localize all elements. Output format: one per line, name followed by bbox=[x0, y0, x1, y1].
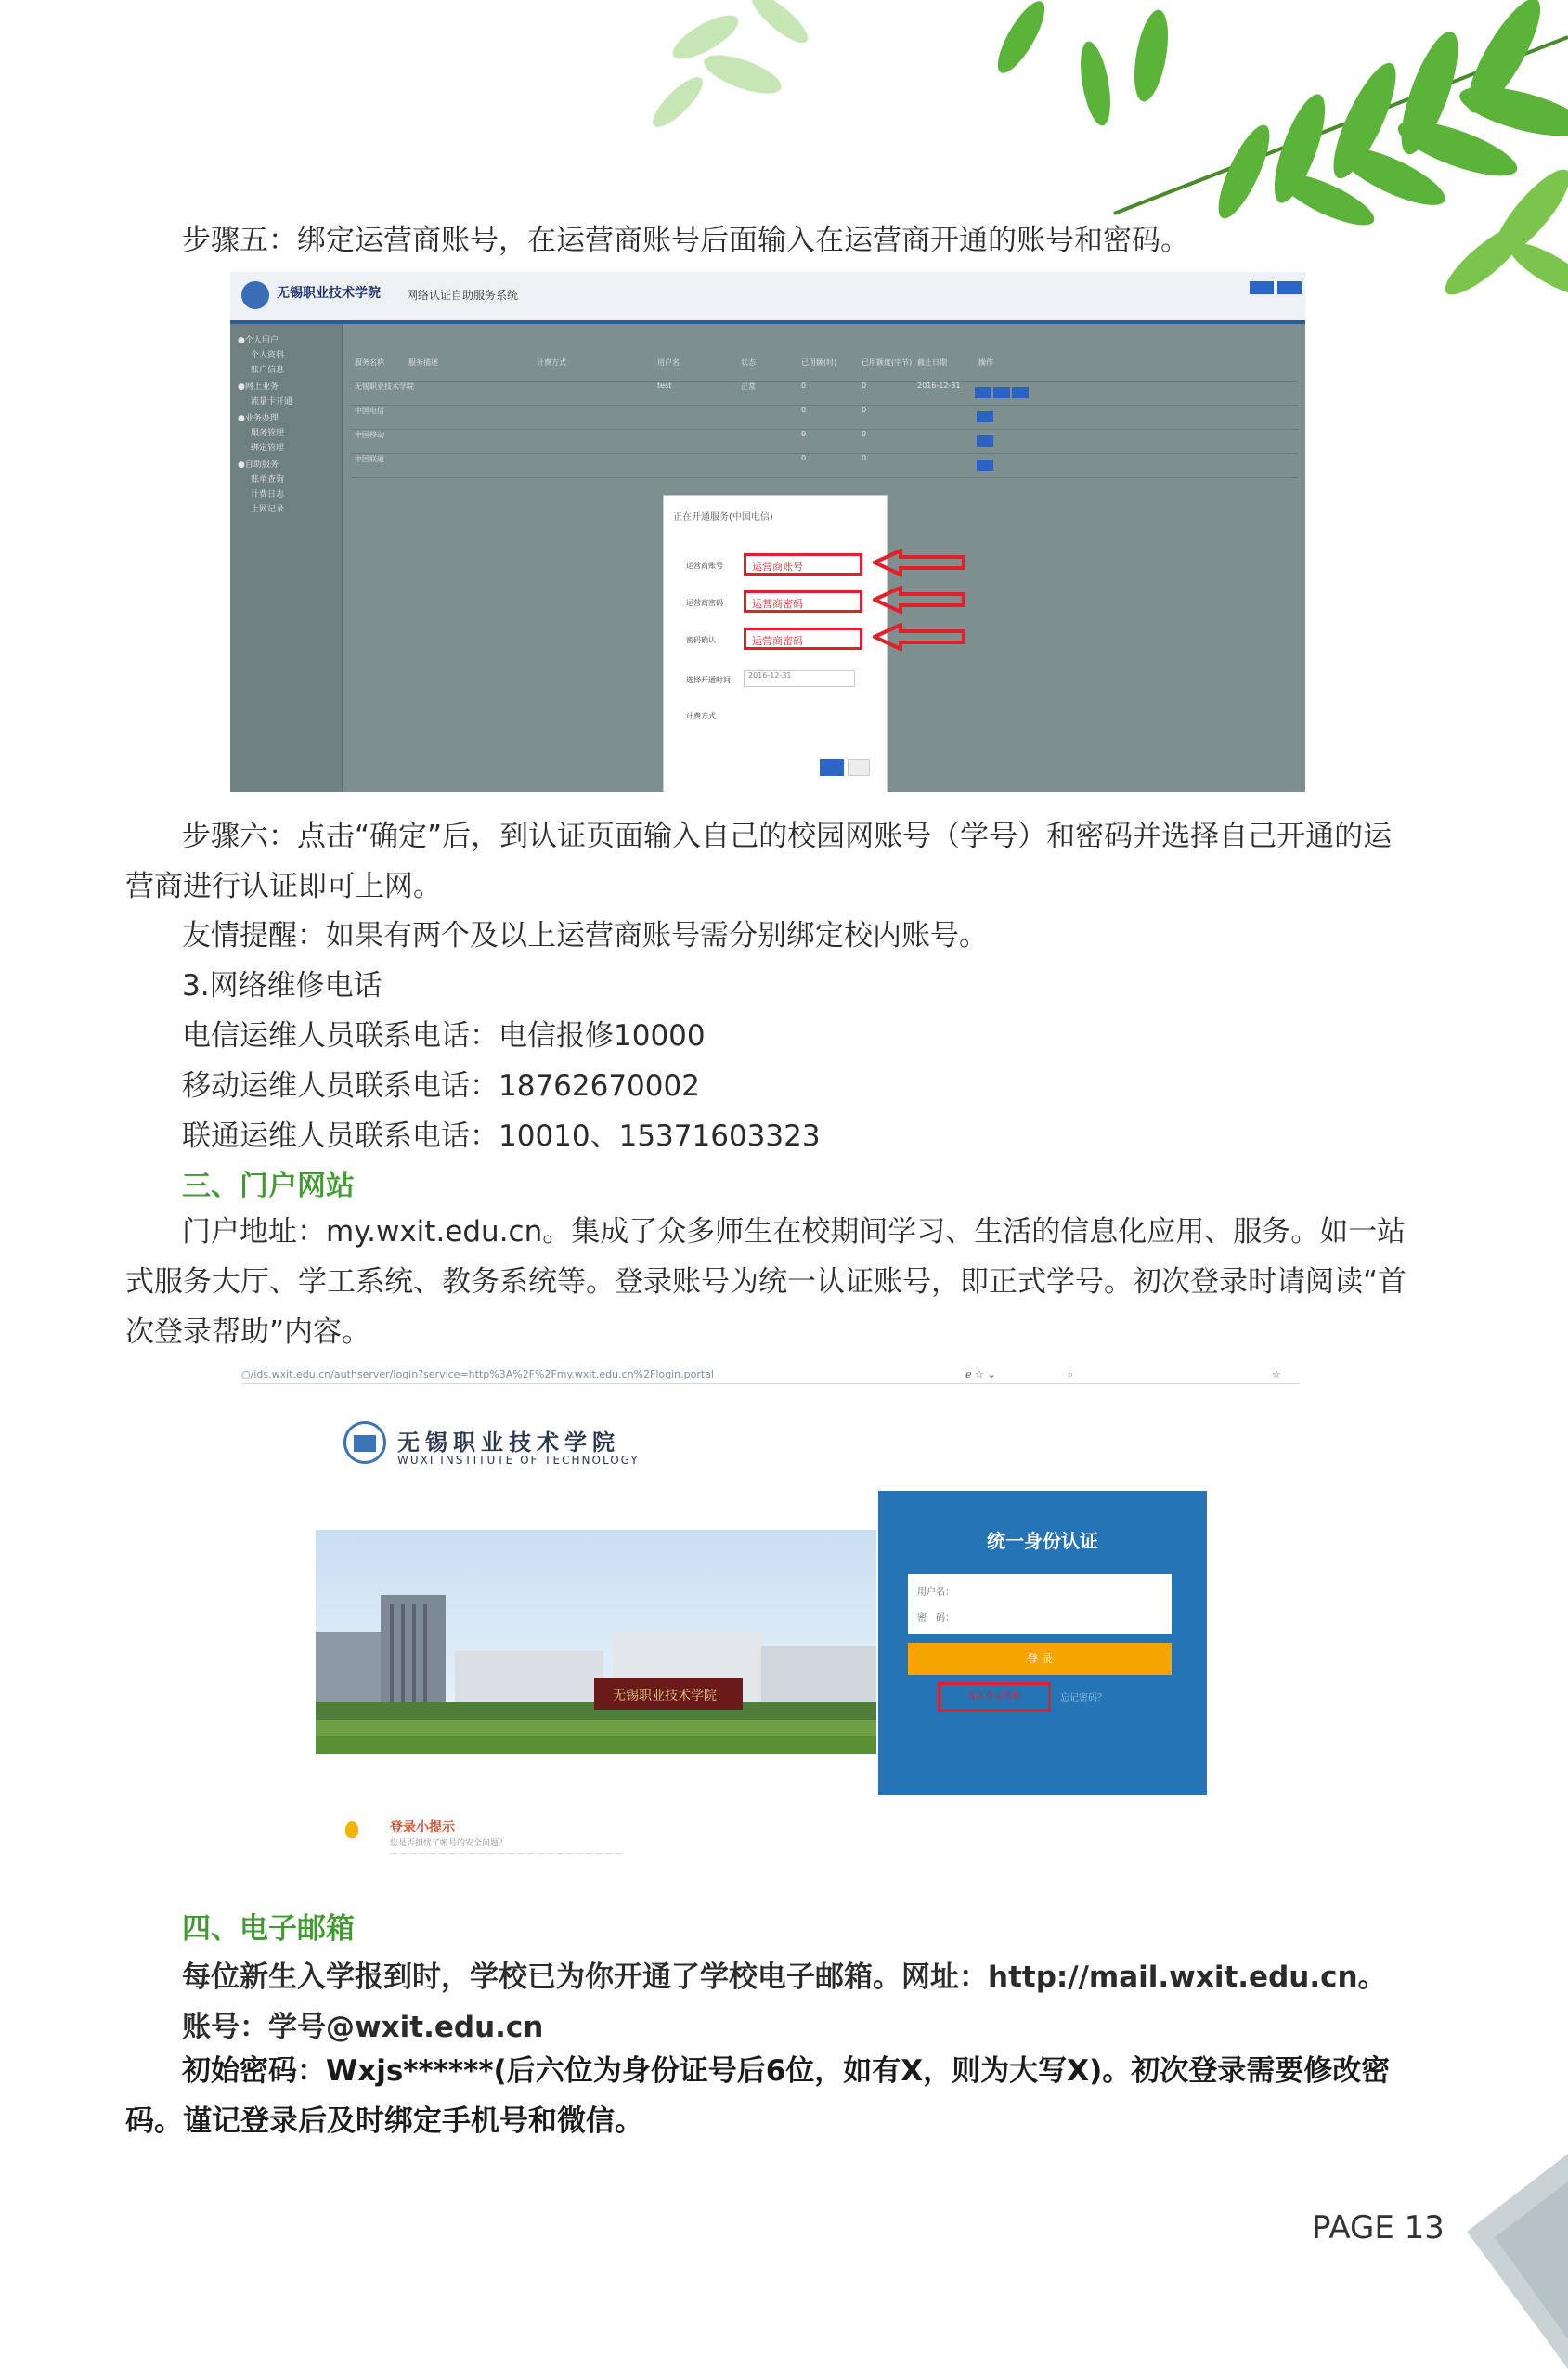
unicom-phone: 联通运维人员联系电话：10010、15371603323 bbox=[182, 1120, 821, 1153]
login-title: 统一身份认证 bbox=[987, 1530, 1098, 1552]
table-header: 服务名称 服务描述 计费方式 用户名 状态 已用额(时) 已用额度(字节) 截止日期 操作 bbox=[351, 357, 1298, 382]
reminder-text: 友情提醒：如果有两个及以上运营商账号需分别绑定校内账号。 bbox=[182, 919, 988, 952]
label-confirm: 密码确认 bbox=[686, 636, 716, 644]
school-emblem-icon bbox=[343, 1421, 386, 1464]
left-arrow-icon bbox=[873, 549, 965, 576]
email-intro: 每位新生入学报到时，学校已为你开通了学校电子邮箱。网址：http://mail.wxit.edu.cn。 bbox=[182, 1961, 1387, 1994]
corner-triangle-decoration bbox=[1467, 2154, 1568, 2369]
label-billing: 计费方式 bbox=[686, 712, 716, 720]
tip-title: 登录小提示 bbox=[390, 1820, 455, 1835]
table-row: 中国移动 0 0 bbox=[351, 430, 1298, 454]
confirm-button[interactable] bbox=[820, 759, 844, 776]
date-field[interactable]: 2016-12-31 bbox=[744, 670, 855, 687]
label-date: 选择开通时间 bbox=[686, 676, 731, 684]
email-password: 初始密码：Wxjs******(后六位为身份证号后6位，如有X，则为大写X)。初次登录需要修改密码。谨记登录后及时绑定手机号和微信。 bbox=[125, 2054, 1391, 2138]
password-label: 密 码： bbox=[917, 1613, 954, 1624]
portal-heading: 三、门户网站 bbox=[182, 1170, 355, 1203]
system-title: 网络认证自助服务系统 bbox=[407, 289, 519, 302]
brand-text: 无锡职业技术学院 bbox=[277, 286, 381, 301]
operator-password-confirm-field[interactable]: 运营商密码 bbox=[744, 628, 862, 650]
forgot-password-link[interactable]: 忘记密码？ bbox=[1060, 1693, 1107, 1703]
portal-text: 门户地址：my.wxit.edu.cn。集成了众多师生在校期间学习、生活的信息化应用、服务。如一站式服务大厅、学工系统、教务系统等。登录账号为统一认证账号，即正式学号。初次登录时请阅读“首次登录帮助”内容。 bbox=[125, 1215, 1407, 1349]
operator-account-field[interactable]: 运营商账号 bbox=[744, 553, 862, 576]
email-heading: 四、电子邮箱 bbox=[182, 1912, 355, 1946]
credential-fields[interactable] bbox=[908, 1574, 1172, 1634]
lightbulb-icon bbox=[345, 1821, 358, 1838]
table-row: 中国电信 0 0 bbox=[351, 406, 1298, 430]
mobile-phone: 移动运维人员联系电话：18762670002 bbox=[182, 1069, 700, 1103]
gate-sign: 无锡职业技术学院 bbox=[613, 1689, 717, 1703]
system-header bbox=[230, 272, 1305, 324]
address-bar[interactable]: ○/ids.wxit.edu.cn/authserver/login?service=http%3A%2F%2Fmy.wxit.edu.cn%2Flogin.portal ℯ ☆ ⌄ ⌕ ☆ bbox=[241, 1366, 1300, 1384]
step6-text: 步骤六：点击“确定”后，到认证页面输入自己的校园网账号（学号）和密码并选择自己开通的运营商进行认证即可上网。 bbox=[125, 820, 1393, 903]
campus-photo bbox=[316, 1530, 876, 1754]
sidebar: ●个人用户 个人资料 账户信息 ●网上业务 流量卡开通 ●业务办理 服务管理 绑定管理 ●自助服务 账单查询 计费日志 上网记录 bbox=[230, 324, 343, 792]
unified-login-panel bbox=[878, 1491, 1207, 1795]
school-logo-icon bbox=[241, 281, 269, 309]
login-button[interactable]: 登 录 bbox=[908, 1643, 1172, 1675]
username-label: 用户名： bbox=[917, 1587, 954, 1598]
operator-password-field[interactable]: 运营商密码 bbox=[744, 590, 862, 613]
first-login-help-link[interactable]: 首次登录帮助 bbox=[938, 1682, 1051, 1712]
tip-text-faint: — — — — — — — — — — — — — — — — — — — — — — — — bbox=[390, 1849, 623, 1858]
binding-screenshot bbox=[230, 272, 1305, 792]
table-row: 无锡职业技术学院 test 正常 0 0 2016-12-31 bbox=[351, 382, 1298, 406]
cancel-button[interactable] bbox=[848, 759, 870, 776]
telecom-phone: 电信运维人员联系电话：电信报修10000 bbox=[182, 1019, 706, 1053]
label-account: 运营商账号 bbox=[686, 562, 723, 570]
label-password: 运营商密码 bbox=[686, 599, 723, 607]
header-button-1[interactable] bbox=[1250, 281, 1274, 294]
portal-screenshot bbox=[241, 1361, 1300, 1871]
school-name-en: WUXI INSTITUTE OF TECHNOLOGY bbox=[397, 1454, 640, 1467]
left-arrow-icon bbox=[873, 586, 965, 614]
open-service-dialog bbox=[663, 495, 888, 792]
repair-title: 3.网络维修电话 bbox=[182, 969, 382, 1003]
page-number: PAGE 13 bbox=[1312, 2209, 1445, 2246]
header-button-2[interactable] bbox=[1277, 281, 1302, 294]
dialog-title: 正在开通服务(中国电信) bbox=[673, 512, 773, 523]
step5-text: 步骤五：绑定运营商账号，在运营商账号后面输入在运营商开通的账号和密码。 bbox=[182, 224, 1189, 257]
email-account: 账号：学号@wxit.edu.cn bbox=[182, 2011, 544, 2044]
table-row: 中国联通 0 0 bbox=[351, 454, 1298, 478]
tip-text: 您是否担忧了帐号的安全问题？ bbox=[390, 1839, 508, 1848]
left-arrow-icon bbox=[873, 623, 965, 651]
school-name-cn: 无锡职业技术学院 bbox=[397, 1429, 620, 1456]
